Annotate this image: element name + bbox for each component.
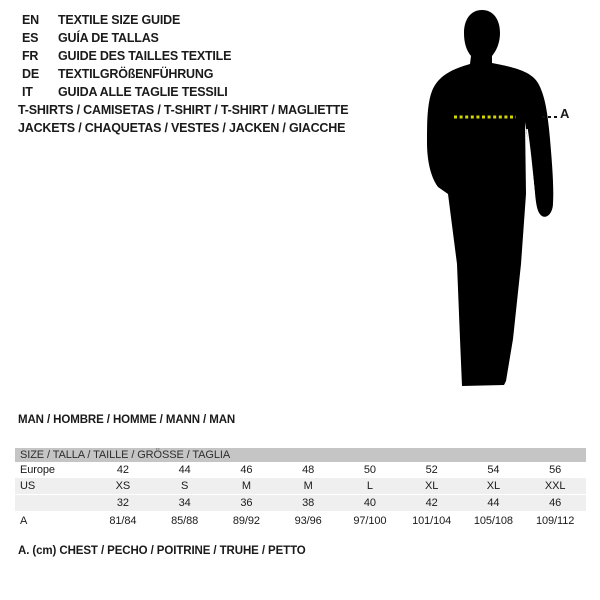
table-cell: 34 (178, 497, 191, 509)
man-silhouette-icon (400, 4, 575, 390)
table-cell: 97/100 (353, 515, 387, 527)
table-cell: 32 (116, 497, 129, 509)
man-silhouette-figure (400, 4, 575, 390)
table-cell: 42 (425, 497, 438, 509)
table-cell: 46 (549, 497, 562, 509)
language-row (22, 29, 231, 47)
table-cell: 46 (240, 464, 253, 476)
table-cell: 105/108 (473, 515, 513, 527)
table-cell: 93/96 (294, 515, 322, 527)
table-row-europe (15, 462, 586, 478)
language-code: EN (22, 13, 39, 27)
table-cell: 44 (487, 497, 500, 509)
language-row (22, 47, 231, 65)
table-cell: 48 (302, 464, 315, 476)
table-cell: 38 (302, 497, 315, 509)
language-list (22, 11, 231, 101)
garment-line-jackets: JACKETS / CHAQUETAS / VESTES / JACKEN / GIACCHE (18, 121, 346, 135)
table-cell: XS (115, 480, 131, 492)
table-cell: M (241, 480, 251, 492)
language-title: GUIDA ALLE TAGLIE TESSILI (58, 85, 228, 99)
table-cell: 89/92 (232, 515, 260, 527)
man-body-shape (427, 10, 553, 386)
table-cell: 52 (425, 464, 438, 476)
table-cell: L (366, 480, 373, 492)
row-label (15, 495, 92, 511)
table-cell: XL (424, 480, 439, 492)
table-cell: 56 (549, 464, 562, 476)
table-cell: 109/112 (536, 515, 575, 527)
language-row (22, 65, 231, 83)
section-title-man: MAN / HOMBRE / HOMME / MANN / MAN (18, 414, 236, 426)
language-title: TEXTILGRÖßENFÜHRUNG (58, 67, 214, 81)
language-title: GUÍA DE TALLAS (58, 31, 159, 45)
table-row-chest (15, 513, 586, 529)
table-cell: S (181, 480, 189, 492)
language-title: GUIDE DES TAILLES TEXTILE (58, 49, 232, 63)
table-cell: M (303, 480, 313, 492)
table-cell: 101/104 (412, 515, 452, 527)
garment-categories (18, 101, 348, 137)
table-row-numeric (15, 495, 586, 511)
language-code: ES (22, 31, 39, 45)
language-code: FR (22, 49, 39, 63)
table-cell: 40 (363, 497, 376, 509)
row-label: A (20, 515, 28, 527)
table-cell: XXL (544, 480, 566, 492)
measure-footnote: A. (cm) CHEST / PECHO / POITRINE / TRUHE / PETTO (18, 545, 306, 557)
language-code: DE (22, 67, 39, 81)
chest-measure-label: A (560, 106, 570, 121)
row-label: US (20, 480, 36, 492)
language-row (22, 83, 231, 101)
table-cell: XL (486, 480, 500, 492)
table-row-us (15, 478, 586, 495)
table-cell: 42 (116, 464, 129, 476)
garment-line-tshirts: T-SHIRTS / CAMISETAS / T-SHIRT / T-SHIRT / MAGLIETTE (18, 103, 349, 117)
table-cell: 50 (363, 464, 376, 476)
size-table (15, 448, 586, 529)
table-cell: 81/84 (109, 515, 137, 527)
table-cell: 85/88 (171, 515, 199, 527)
language-row (22, 11, 231, 29)
row-label: Europe (20, 464, 55, 476)
language-title: TEXTILE SIZE GUIDE (58, 13, 181, 27)
table-cell: 54 (487, 464, 500, 476)
language-code: IT (22, 85, 33, 99)
table-cell: 44 (178, 464, 191, 476)
table-cell: 36 (240, 497, 253, 509)
size-table-header: SIZE / TALLA / TAILLE / GRÖSSE / TAGLIA (15, 448, 586, 462)
